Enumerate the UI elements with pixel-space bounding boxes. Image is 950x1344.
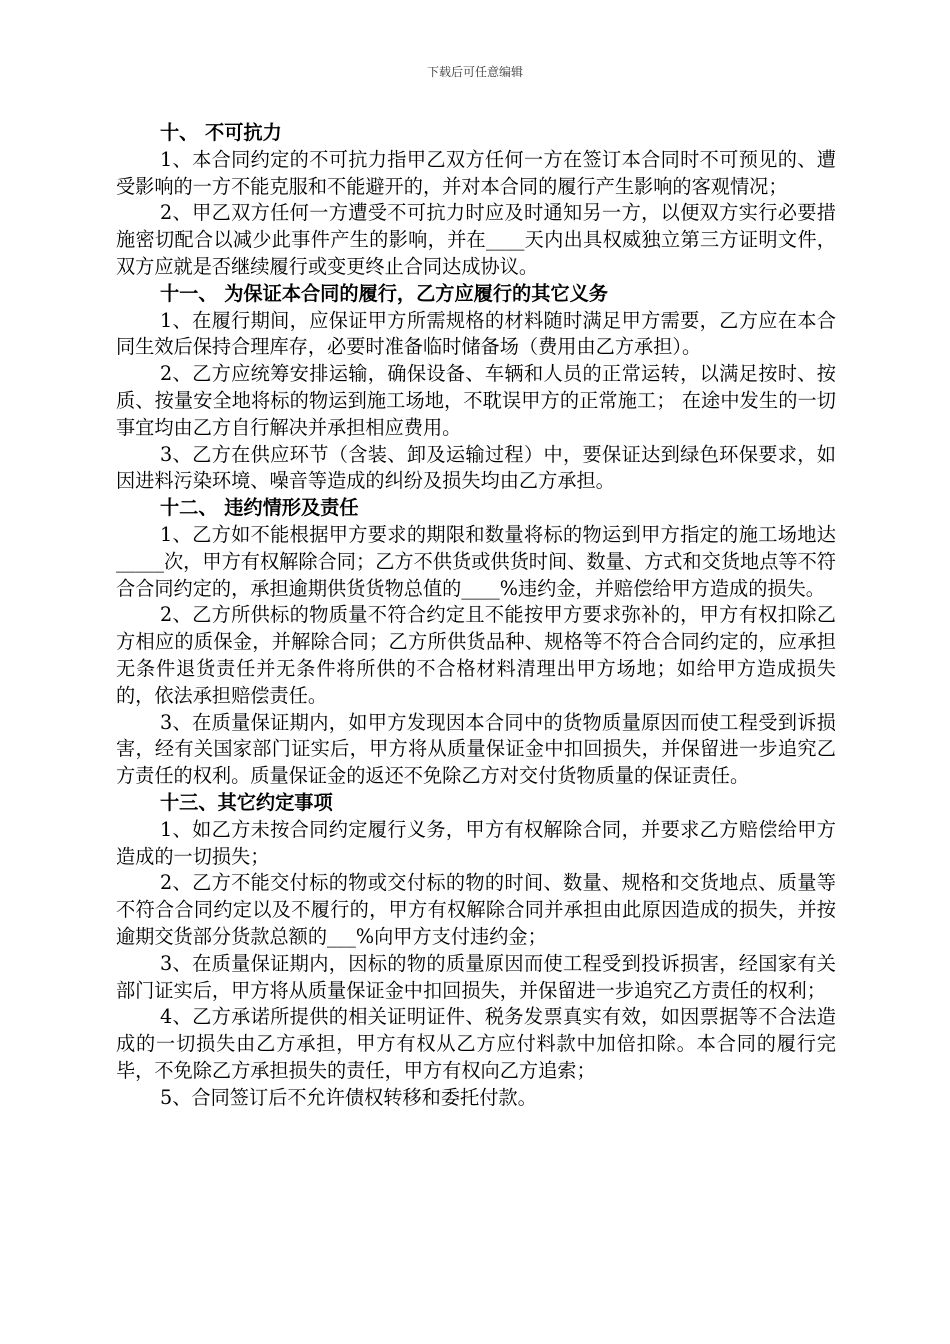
section-heading: 十二、 违约情形及责任 [160, 496, 359, 520]
paragraph: 2、乙方所供标的物质量不符合约定且不能按甲方要求弥补的，甲方有权扣除乙方相应的质保金，并解除合同；乙方所供货品种、规格等不符合合同约定的，应承担无条件退货责任并无条件将所供的不合格材料清理出甲方场地；如给甲方造成损失的，依法承担赔偿责任。 [116, 603, 836, 707]
paragraph: 1、乙方如不能根据甲方要求的期限和数量将标的物运到甲方指定的施工场地达 _____次，甲方有权解除合同；乙方不供货或供货时间、数量、方式和交货地点等不符合合同约定的，承担逾期供货货物总值的____%违约金，并赔偿给甲方造成的损失。 [116, 522, 836, 600]
paragraph: 2、甲乙双方任何一方遭受不可抗力时应及时通知另一方，以便双方实行必要措施密切配合以减少此事件产生的影响，并在____天内出具权威独立第三方证明文件，双方应就是否继续履行或变更终止合同达成协议。 [116, 201, 836, 278]
paragraph: 1、如乙方未按合同约定履行义务，甲方有权解除合同，并要求乙方赔偿给甲方造成的一切损失； [116, 817, 836, 868]
paragraph: 2、乙方不能交付标的物或交付标的物的时间、数量、规格和交货地点、质量等不符合合同约定以及不履行的，甲方有权解除合同并承担由此原因造成的损失，并按逾期交货部分货款总额的___%向甲方支付违约金； [116, 871, 836, 948]
section-heading: 十一、 为保证本合同的履行，乙方应履行的其它义务 [160, 281, 608, 305]
paragraph: 1、本合同约定的不可抗力指甲乙双方任何一方在签订本合同时不可预见的、遭受影响的一方不能克服和不能避开的，并对本合同的履行产生影响的客观情况； [116, 147, 836, 198]
page-header: 下载后可任意编辑 [426, 65, 523, 79]
document-body [116, 120, 836, 1111]
paragraph: 4、乙方承诺所提供的相关证明证件、税务发票真实有效，如因票据等不合法造成的一切损失由乙方承担，甲方有权从乙方应付料款中加倍扣除。本合同的履行完毕，不免除乙方承担损失的责任，甲方有权向乙方追索； [116, 1005, 836, 1082]
paragraph: 2、乙方应统筹安排运输，确保设备、车辆和人员的正常运转，以满足按时、按质、按量安全地将标的物运到施工场地，不耽误甲方的正常施工； 在途中发生的一切事宜均由乙方自行解决并承担相应费用。 [116, 362, 836, 439]
paragraph: 3、乙方在供应环节（含装、卸及运输过程）中，要保证达到绿色环保要求，如因进料污染环境、噪音等造成的纠纷及损失均由乙方承担。 [116, 442, 836, 493]
paragraph: 3、在质量保证期内，因标的物的质量原因而使工程受到投诉损害，经国家有关部门证实后，甲方将从质量保证金中扣回损失，并保留进一步追究乙方责任的权利； [116, 951, 836, 1002]
paragraph: 1、在履行期间，应保证甲方所需规格的材料随时满足甲方需要，乙方应在本合同生效后保持合理库存，必要时准备临时储备场（费用由乙方承担）。 [116, 308, 836, 359]
paragraph: 3、在质量保证期内，如甲方发现因本合同中的货物质量原因而使工程受到诉损害，经有关国家部门证实后，甲方将从质量保证金中扣回损失，并保留进一步追究乙方责任的权利。质量保证金的返还不免除乙方对交付货物质量的保证责任。 [116, 710, 836, 788]
section-heading: 十、 不可抗力 [160, 121, 282, 144]
section-heading: 十三、其它约定事项 [160, 790, 333, 814]
paragraph: 5、合同签订后不允许债权转移和委托付款。 [160, 1085, 537, 1109]
